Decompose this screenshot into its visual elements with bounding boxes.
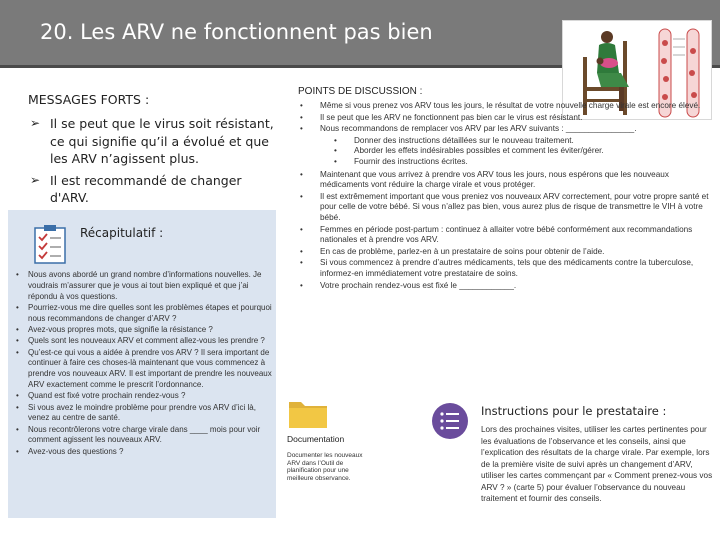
recap-list xyxy=(14,270,272,458)
discussion-heading: POINTS DE DISCUSSION : xyxy=(298,86,423,97)
discussion-item: • Maintenant que vous arrivez à prendre vos ARV tous les jours, nous espérons que les nouveaux médicaments vont réduire la charge virale et vous protéger. xyxy=(298,170,716,191)
discussion-list xyxy=(298,101,716,291)
recap-item: • Nous recontrôlerons votre charge virale dans ____ mois pour voir comment agissent les nouveaux ARV. xyxy=(14,425,272,447)
discussion-sub-item: • Aborder les effets indésirables possibles et comment les éviter/gérer. xyxy=(320,146,716,157)
key-message-text: Il se peut que le virus soit résistant, ce qui signifie qu’il a évolué et que les ARV n’agissent plus. xyxy=(50,116,274,166)
discussion-sub-item: • Donner des instructions détaillées sur le nouveau traitement. xyxy=(320,136,716,147)
key-message-item xyxy=(28,115,278,168)
arrow-bullet-icon: ➢ xyxy=(30,116,41,130)
arrow-bullet-icon: ➢ xyxy=(30,172,41,187)
discussion-item: • Même si vous prenez vos ARV tous les jours, le résultat de votre nouvelle charge virale est encore élevé. xyxy=(298,101,716,112)
recap-item: • Avez-vous propres mots, que signifie la résistance ? xyxy=(14,325,272,336)
instructions-text: Lors des prochaines visites, utiliser les cartes pertinentes pour les évaluations de l’observance et les conseils, ainsi que l’explication des résultats de la charge virale. Par exemple, lors de la première visite de suivi après un changement d’ARV, utiliser les cartes commençant par « Comment prenez-vous vos ARV ? » (carte 5) pour évaluer l’observance du nouveau traitement et fournir des conseils. xyxy=(481,425,713,503)
discussion-item: • Femmes en période post-partum : continuez à allaiter votre bébé conformément aux recommandations nationales et à prendre vos ARV. xyxy=(298,225,716,246)
key-message-text: Il est recommandé de changer d'ARV. xyxy=(50,172,242,205)
key-message-item xyxy=(28,172,278,207)
discussion-sub-list xyxy=(320,136,716,168)
instructions-title: Instructions pour le prestataire : xyxy=(481,404,667,418)
recap-item: • Quels sont les nouveaux ARV et comment allez-vous les prendre ? xyxy=(14,336,272,347)
recap-item: • Si vous avez le moindre problème pour prendre vos ARV d’ici là, venez au centre de santé. xyxy=(14,403,272,425)
documentation-text: Documenter les nouveaux ARV dans l’Outil de planification pour une meilleure observance. xyxy=(287,452,363,482)
discussion-item: • Il se peut que les ARV ne fonctionnent pas bien car le virus est résistant. xyxy=(298,113,716,124)
discussion-item xyxy=(298,124,716,167)
discussion-item-text: Nous recommandons de remplacer vos ARV par les ARV suivants : _______________. xyxy=(320,124,637,134)
checklist-icon xyxy=(33,225,69,265)
key-messages-heading: MESSAGES FORTS : xyxy=(28,92,150,107)
page-title: 20. Les ARV ne fonctionnent pas bien xyxy=(40,20,433,44)
discussion-item: • Votre prochain rendez-vous est fixé le ____________. xyxy=(298,281,716,292)
recap-item: • Quand est fixé votre prochain rendez-vous ? xyxy=(14,391,272,402)
discussion-points xyxy=(298,86,716,292)
discussion-item: • Il est extrêmement important que vous preniez vos nouveaux ARV correctement, pour votre propre santé et pour celle de votre bébé. Si vous n’allez pas bien, vous aurez plus de risque de transmettre le VIH à votre bébé. xyxy=(298,192,716,224)
documentation-title: Documentation xyxy=(287,434,345,444)
recap-item: • Avez-vous des questions ? xyxy=(14,447,272,458)
discussion-item: • En cas de problème, parlez-en à un prestataire de soins pour obtenir de l’aide. xyxy=(298,247,716,258)
key-messages xyxy=(28,92,278,211)
recap-item: • Pourriez-vous me dire quelles sont les problèmes étapes et pourquoi nous recommandons de changer d’ARV ? xyxy=(14,303,272,325)
discussion-sub-item: • Fournir des instructions écrites. xyxy=(320,157,716,168)
list-icon xyxy=(431,402,469,440)
discussion-item: • Si vous commencez à prendre d’autres médicaments, tels que des médicaments contre la tuberculose, informez-en immédiatement votre prestataire de soins. xyxy=(298,258,716,279)
recap-panel xyxy=(8,210,276,518)
recap-item: • Nous avons abordé un grand nombre d’informations nouvelles. Je voudrais m’assurer que je vous ai tout bien expliqué et que j’ai répondu à vos questions. xyxy=(14,270,272,302)
recap-item: • Qu’est-ce qui vous a aidée à prendre vos ARV ? Il sera important de continuer à faire ces choses-là maintenant que vous commencez à prendre vos nouveaux ARV. Il est important de prendre les nouveaux ARV exactement comme le prescrit l’ordonnance. xyxy=(14,348,272,391)
folder-icon xyxy=(287,396,329,430)
recap-title: Récapitulatif : xyxy=(80,226,164,240)
